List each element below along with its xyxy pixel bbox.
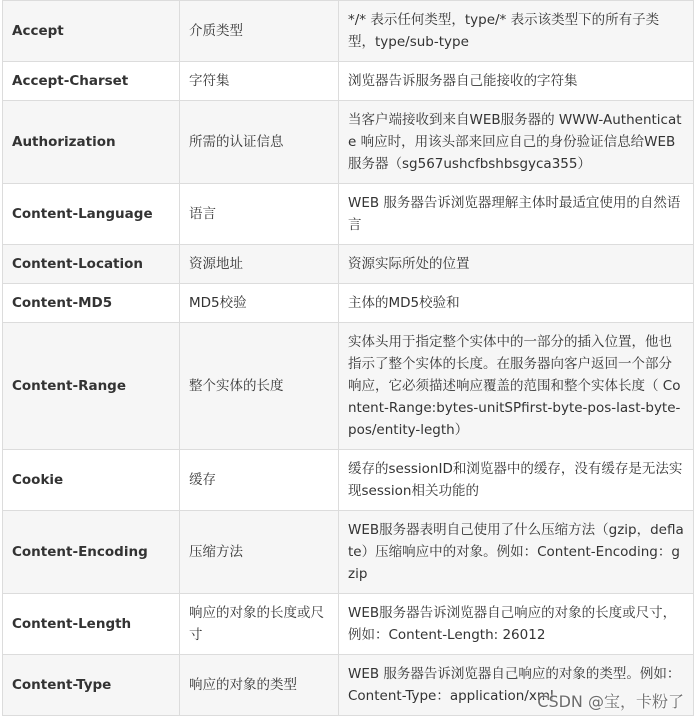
header-name-cell: Content-Location — [3, 245, 180, 284]
header-description-cell: 资源地址 — [180, 245, 339, 284]
header-name-cell: Content-Language — [3, 184, 180, 245]
header-detail-cell: 资源实际所处的位置 — [339, 245, 694, 284]
header-description-cell: 所需的认证信息 — [180, 101, 339, 184]
table-row — [3, 184, 694, 245]
header-name-cell: Content-Range — [3, 323, 180, 450]
table-row — [3, 1, 694, 62]
header-description-cell: 压缩方法 — [180, 511, 339, 594]
header-name-cell: Content-MD5 — [3, 284, 180, 323]
header-name-cell: Authorization — [3, 101, 180, 184]
header-name-cell: Content-Type — [3, 655, 180, 716]
header-detail-cell: WEB 服务器告诉浏览器理解主体时最适宜使用的自然语言 — [339, 184, 694, 245]
table-row — [3, 62, 694, 101]
header-description-cell: 字符集 — [180, 62, 339, 101]
header-description-cell: 介质类型 — [180, 1, 339, 62]
header-detail-cell: WEB服务器告诉浏览器自己响应的对象的长度或尺寸，例如：Content-Length: 26012 — [339, 594, 694, 655]
header-detail-cell: 缓存的sessionID和浏览器中的缓存，没有缓存是无法实现session相关功能的 — [339, 450, 694, 511]
header-name-cell: Content-Encoding — [3, 511, 180, 594]
table-row — [3, 511, 694, 594]
header-description-cell: 响应的对象的类型 — [180, 655, 339, 716]
header-detail-cell: 浏览器告诉服务器自己能接收的字符集 — [339, 62, 694, 101]
table-row — [3, 245, 694, 284]
header-detail-cell: WEB 服务器告诉浏览器自己响应的对象的类型。例如：Content-Type：application/xml — [339, 655, 694, 716]
header-description-cell: 整个实体的长度 — [180, 323, 339, 450]
http-headers-table — [2, 0, 694, 716]
table-row — [3, 594, 694, 655]
header-description-cell: 语言 — [180, 184, 339, 245]
table-row — [3, 284, 694, 323]
header-name-cell: Accept — [3, 1, 180, 62]
header-name-cell: Content-Length — [3, 594, 180, 655]
header-description-cell: 响应的对象的长度或尺寸 — [180, 594, 339, 655]
csdn-watermark: CSDN @宝，卡粉了 — [537, 692, 684, 711]
header-detail-cell: */* 表示任何类型，type/* 表示该类型下的所有子类型，type/sub-type — [339, 1, 694, 62]
header-description-cell: MD5校验 — [180, 284, 339, 323]
table-row — [3, 101, 694, 184]
table-row — [3, 323, 694, 450]
header-detail-cell: 当客户端接收到来自WEB服务器的 WWW-Authenticate 响应时，用该头部来回应自己的身份验证信息给WEB服务器（sg567ushcfbshbsgyca355） — [339, 101, 694, 184]
header-detail-cell: 主体的MD5校验和 — [339, 284, 694, 323]
header-detail-cell: 实体头用于指定整个实体中的一部分的插入位置，他也指示了整个实体的长度。在服务器向客户返回一个部分响应，它必须描述响应覆盖的范围和整个实体长度（ Content-Range:bytes-unitSPfirst-byte-pos-last-byte-pos/entity-legth） — [339, 323, 694, 450]
table-row — [3, 450, 694, 511]
header-name-cell: Accept-Charset — [3, 62, 180, 101]
header-detail-cell: WEB服务器表明自己使用了什么压缩方法（gzip，deflate）压缩响应中的对象。例如：Content-Encoding：gzip — [339, 511, 694, 594]
header-name-cell: Cookie — [3, 450, 180, 511]
header-description-cell: 缓存 — [180, 450, 339, 511]
